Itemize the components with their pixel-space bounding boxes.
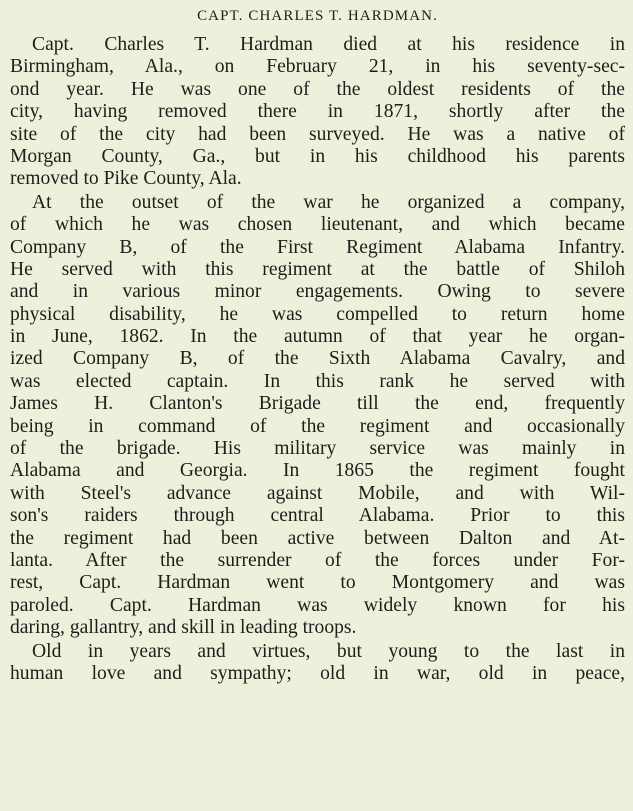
text-line: in June, 1862. In the autumn of that year he organ- <box>10 326 625 348</box>
text-line: of which he was chosen lieutenant, and which became <box>10 214 625 236</box>
text-line: rest, Capt. Hardman went to Montgomery and was <box>10 572 625 594</box>
text-line: of the brigade. His military service was mainly in <box>10 438 625 460</box>
paragraph-1 <box>10 34 625 191</box>
text-line: son's raiders through central Alabama. Prior to this <box>10 505 625 527</box>
text-line: Company B, of the First Regiment Alabama Infantry. <box>10 236 625 258</box>
text-line: Old in years and virtues, but young to the last in <box>32 640 625 662</box>
text-line: He served with this regiment at the battle of Shiloh <box>10 258 625 280</box>
text-line: daring, gallantry, and skill in leading troops. <box>10 617 357 639</box>
article-heading: CAPT. CHARLES T. HARDMAN. <box>197 8 438 24</box>
text-line: lanta. After the surrender of the forces under For- <box>10 549 625 571</box>
text-line: the regiment had been active between Dalton and At- <box>10 527 625 549</box>
text-line: James H. Clanton's Brigade till the end, frequently <box>10 393 625 415</box>
paragraph-2 <box>10 192 625 640</box>
text-line: being in command of the regiment and occasionally <box>10 415 625 437</box>
paragraph-3 <box>10 641 625 686</box>
text-line: Capt. Charles T. Hardman died at his residence in <box>32 34 625 55</box>
text-line: Alabama and Georgia. In 1865 the regiment fought <box>10 460 625 482</box>
text-line: removed to Pike County, Ala. <box>10 168 242 190</box>
text-line: city, having removed there in 1871, shortly after the <box>10 101 625 123</box>
text-line: site of the city had been surveyed. He was a native of <box>10 123 625 145</box>
text-line: Morgan County, Ga., but in his childhood his parents <box>10 145 625 167</box>
text-line: and in various minor engagements. Owing to severe <box>10 281 625 303</box>
text-line: At the outset of the war he organized a company, <box>32 191 625 213</box>
text-line: paroled. Capt. Hardman was widely known for his <box>10 594 625 616</box>
text-line: human love and sympathy; old in war, old in peace, <box>10 662 625 684</box>
text-line: physical disability, he was compelled to return home <box>10 303 625 325</box>
text-line: was elected captain. In this rank he served with <box>10 370 625 392</box>
text-line: ond year. He was one of the oldest residents of the <box>10 78 625 100</box>
text-line: Birmingham, Ala., on February 21, in his seventy-sec- <box>10 56 625 78</box>
text-line: ized Company B, of the Sixth Alabama Cavalry, and <box>10 348 625 370</box>
text-line: with Steel's advance against Mobile, and with Wil- <box>10 482 625 504</box>
